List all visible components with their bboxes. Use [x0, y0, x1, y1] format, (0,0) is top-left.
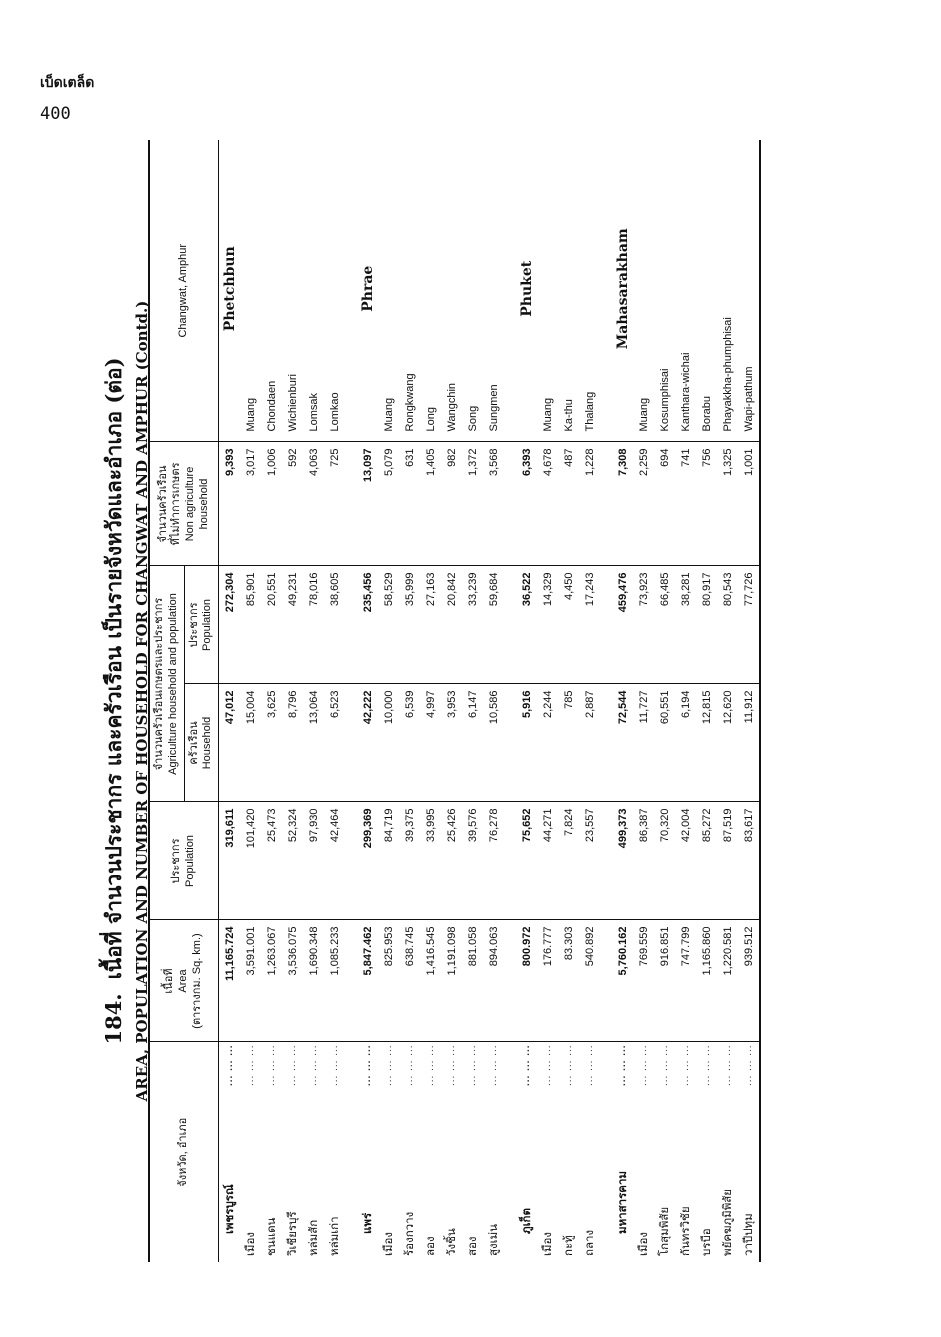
cell-changwat-thai: โกสุมพิสัย: [658, 1206, 671, 1256]
spacer-cell: [600, 920, 612, 1042]
header-agri-household: ครัวเรือน Household: [184, 684, 219, 802]
spacer-row: [345, 140, 357, 1262]
cell-agri-household: 6,147: [462, 684, 483, 802]
cell-agri-population: 85,901: [240, 566, 261, 684]
cell-changwat-thai: ภูเก็ต: [520, 1208, 533, 1234]
cell-changwat-thai: สอง: [466, 1236, 479, 1256]
cell-population: 23,557: [579, 802, 600, 920]
cell-agri-population: 59,684: [483, 566, 504, 684]
cell-population: 42,464: [324, 802, 345, 920]
cell-nonagri-household: 3,017: [240, 442, 261, 566]
title-thai-line: [98, 140, 131, 1262]
province-row: [516, 140, 537, 1262]
cell-agri-population: 80,543: [717, 566, 738, 684]
cell-population: 319,611: [219, 802, 241, 920]
table-header: [149, 140, 219, 1262]
cell-changwat-thai: บรบือ: [700, 1228, 713, 1256]
district-row: [324, 140, 345, 1262]
cell-population: 52,324: [282, 802, 303, 920]
cell-population: 87,519: [717, 802, 738, 920]
cell-changwat-thai: แพร่: [361, 1212, 374, 1234]
cell-area: 800.972: [516, 920, 537, 1042]
cell-agri-population: 58,529: [378, 566, 399, 684]
cell-changwat-english: Muang: [537, 140, 558, 442]
district-row: [696, 140, 717, 1262]
cell-changwat-english: Wangchin: [441, 140, 462, 442]
cell-changwat-thai: กันทรวิชัย: [679, 1206, 692, 1256]
leader-dots: ... ... ...: [287, 1044, 298, 1086]
cell-area: 540.892: [579, 920, 600, 1042]
leader-dots: ... ... ...: [446, 1044, 457, 1086]
header-agriculture-group: จำนวนครัวเรือนเกษตรและประชากร Agriculture household and population: [149, 566, 184, 802]
province-row: [219, 140, 241, 1262]
cell-agri-population: 235,456: [357, 566, 378, 684]
cell-changwat-english: Sungmen: [483, 140, 504, 442]
district-row: [282, 140, 303, 1262]
cell-changwat-thai: พยัคฆภูมิพิสัย: [721, 1188, 734, 1256]
cell-population: 33,995: [420, 802, 441, 920]
spacer-cell: [600, 442, 612, 566]
cell-population: 39,576: [462, 802, 483, 920]
cell-changwat-english: Phrae: [357, 140, 378, 442]
cell-nonagri-household: 5,079: [378, 442, 399, 566]
cell-agri-household: 60,551: [654, 684, 675, 802]
cell-nonagri-household: 4,678: [537, 442, 558, 566]
leader-dots: ... ... ...: [542, 1044, 553, 1086]
leader-dots: ... ... ...: [362, 1044, 373, 1086]
cell-changwat-thai: วาปีปทุม: [738, 1092, 760, 1262]
cell-changwat-thai: ชนแดน: [265, 1217, 278, 1256]
cell-population: 84,719: [378, 802, 399, 920]
cell-area: 11,165.724: [219, 920, 241, 1042]
spacer-cell: [504, 802, 516, 920]
cell-agri-population: 14,329: [537, 566, 558, 684]
cell-nonagri-household: 2,259: [633, 442, 654, 566]
cell-population: 75,652: [516, 802, 537, 920]
leader-dots: ... ... ...: [563, 1044, 574, 1086]
title-english: AREA, POPULATION AND NUMBER OF HOUSEHOLD FOR CHANGWAT AND AMPHUR (Contd.): [133, 300, 151, 1102]
cell-agri-population: 73,923: [633, 566, 654, 684]
header-agri-population: ประชากร Population: [184, 566, 219, 684]
spacer-row: [504, 140, 516, 1262]
cell-changwat-english: Phayakkha-phumphisai: [717, 140, 738, 442]
leader-dots: ... ... ...: [701, 1044, 712, 1086]
cell-nonagri-household: 1,325: [717, 442, 738, 566]
cell-agri-household: 6,194: [675, 684, 696, 802]
spacer-cell: [345, 1092, 357, 1262]
cell-area: 1,690.348: [303, 920, 324, 1042]
cell-agri-population: 78,016: [303, 566, 324, 684]
leader-dots: ... ... ...: [659, 1044, 670, 1086]
cell-agri-population: 20,551: [261, 566, 282, 684]
cell-population: 70,320: [654, 802, 675, 920]
district-row: [399, 140, 420, 1262]
cell-area: 825.953: [378, 920, 399, 1042]
cell-changwat-thai: หล่มเก่า: [328, 1216, 341, 1256]
cell-changwat-thai: วิเชียรบุรี: [286, 1211, 299, 1256]
cell-area: 1,165.860: [696, 920, 717, 1042]
cell-changwat-english: Kosumphisai: [654, 140, 675, 442]
cell-area: 176.777: [537, 920, 558, 1042]
cell-area: 5,847.462: [357, 920, 378, 1042]
cell-nonagri-household: 1,228: [579, 442, 600, 566]
table-body: [219, 140, 761, 1262]
cell-nonagri-household: 725: [324, 442, 345, 566]
cell-agri-population: 77,726: [738, 566, 760, 684]
title-thai: เนื้อที่ จำนวนประชากร และครัวเรือน เป็นรายจังหวัดและอำเภอ (ต่อ): [101, 357, 126, 980]
cell-changwat-thai: เมือง: [541, 1231, 554, 1256]
cell-population: 85,272: [696, 802, 717, 920]
cell-changwat-english: Song: [462, 140, 483, 442]
cell-area: 3,536.075: [282, 920, 303, 1042]
district-row: [537, 140, 558, 1262]
cell-agri-population: 66,485: [654, 566, 675, 684]
cell-changwat-english: Muang: [633, 140, 654, 442]
leader-dots: ... ... ...: [521, 1044, 532, 1086]
cell-population: 97,930: [303, 802, 324, 920]
district-row: [558, 140, 579, 1262]
cell-agri-population: 38,605: [324, 566, 345, 684]
cell-area: 939.512: [738, 920, 760, 1042]
district-row: [240, 140, 261, 1262]
header-changwat-english: Changwat, Amphur: [149, 140, 219, 442]
spacer-cell: [504, 566, 516, 684]
leader-dots: ... ... ...: [722, 1044, 733, 1086]
spacer-cell: [345, 442, 357, 566]
table-number: 184.: [101, 993, 126, 1045]
cell-nonagri-household: 592: [282, 442, 303, 566]
cell-changwat-english: Wichienburi: [282, 140, 303, 442]
cell-changwat-thai: วังชิ้น: [445, 1228, 458, 1256]
cell-population: 25,473: [261, 802, 282, 920]
cell-changwat-thai: ลอง: [424, 1236, 437, 1256]
leader-dots: ... ... ...: [488, 1044, 499, 1086]
cell-agri-household: 6,539: [399, 684, 420, 802]
header-non-agriculture: จำนวนครัวเรือน ที่ไม่ทำการเกษตร Non agriculture household: [149, 442, 219, 566]
cell-population: 83,617: [738, 802, 760, 920]
spacer-cell: [345, 802, 357, 920]
cell-changwat-thai: ร้องกวาง: [403, 1211, 416, 1256]
cell-agri-household: 785: [558, 684, 579, 802]
district-row: [303, 140, 324, 1262]
cell-population: 86,387: [633, 802, 654, 920]
cell-agri-household: 2,244: [537, 684, 558, 802]
cell-nonagri-household: 756: [696, 442, 717, 566]
spacer-cell: [504, 684, 516, 802]
district-row: [633, 140, 654, 1262]
leader-dots: ... ... ...: [329, 1044, 340, 1086]
cell-population: 44,271: [537, 802, 558, 920]
cell-agri-household: 5,916: [516, 684, 537, 802]
cell-nonagri-household: 9,393: [219, 442, 241, 566]
leader-dots: ... ... ...: [308, 1044, 319, 1086]
cell-agri-household: 3,953: [441, 684, 462, 802]
cell-agri-household: 6,523: [324, 684, 345, 802]
cell-population: 7,824: [558, 802, 579, 920]
cell-agri-household: 8,796: [282, 684, 303, 802]
cell-nonagri-household: 1,006: [261, 442, 282, 566]
cell-changwat-thai: เมือง: [244, 1231, 257, 1256]
leader-dots: ... ... ...: [738, 1042, 760, 1092]
cell-area: 916.851: [654, 920, 675, 1042]
cell-population: 76,278: [483, 802, 504, 920]
district-row: [738, 140, 760, 1262]
cell-area: 894.063: [483, 920, 504, 1042]
cell-area: 83.303: [558, 920, 579, 1042]
cell-nonagri-household: 4,063: [303, 442, 324, 566]
spacer-cell: [504, 1042, 516, 1092]
cell-agri-population: 33,239: [462, 566, 483, 684]
cell-nonagri-household: 13,097: [357, 442, 378, 566]
leader-dots: ... ... ...: [245, 1044, 256, 1086]
leader-dots: ... ... ...: [617, 1044, 628, 1086]
cell-population: 42,004: [675, 802, 696, 920]
cell-agri-population: 38,281: [675, 566, 696, 684]
page-header: [40, 72, 94, 124]
cell-changwat-english: Muang: [378, 140, 399, 442]
spacer-cell: [504, 140, 516, 442]
district-row: [654, 140, 675, 1262]
cell-nonagri-household: 1,405: [420, 442, 441, 566]
cell-area: 769.559: [633, 920, 654, 1042]
district-row: [441, 140, 462, 1262]
section-label: เบ็ดเตล็ด: [40, 75, 95, 91]
cell-agri-household: 12,815: [696, 684, 717, 802]
cell-changwat-english: Chondaen: [261, 140, 282, 442]
leader-dots: ... ... ...: [467, 1044, 478, 1086]
cell-agri-household: 2,887: [579, 684, 600, 802]
cell-agri-population: 4,450: [558, 566, 579, 684]
statistics-table: [148, 140, 761, 1262]
cell-changwat-thai: เมือง: [637, 1231, 650, 1256]
spacer-cell: [504, 920, 516, 1042]
cell-changwat-thai: กะทู้: [562, 1235, 575, 1256]
province-row: [612, 140, 633, 1262]
cell-nonagri-household: 487: [558, 442, 579, 566]
page-number: 400: [40, 104, 71, 124]
cell-nonagri-household: 1,372: [462, 442, 483, 566]
cell-changwat-english: Borabu: [696, 140, 717, 442]
cell-agri-population: 36,522: [516, 566, 537, 684]
cell-area: 1,263.067: [261, 920, 282, 1042]
cell-agri-population: 35,999: [399, 566, 420, 684]
cell-area: 1,191.098: [441, 920, 462, 1042]
cell-agri-household: 42,222: [357, 684, 378, 802]
district-row: [579, 140, 600, 1262]
cell-changwat-english: Lomkao: [324, 140, 345, 442]
table-title: [98, 140, 151, 1262]
spacer-cell: [345, 140, 357, 442]
cell-changwat-english: Phuket: [516, 140, 537, 442]
district-row: [675, 140, 696, 1262]
cell-changwat-thai: สูงเม่น: [487, 1223, 500, 1256]
cell-nonagri-household: 3,568: [483, 442, 504, 566]
header-population: ประชากร Population: [149, 802, 219, 920]
cell-changwat-thai: เพชรบูรณ์: [223, 1184, 236, 1234]
spacer-cell: [600, 802, 612, 920]
cell-changwat-english: Rongkwang: [399, 140, 420, 442]
leader-dots: ... ... ...: [266, 1044, 277, 1086]
header-changwat-thai: จังหวัด, อำเภอ: [149, 1042, 219, 1262]
leader-dots: ... ... ...: [383, 1044, 394, 1086]
cell-agri-population: 20,842: [441, 566, 462, 684]
spacer-cell: [600, 684, 612, 802]
cell-nonagri-household: 631: [399, 442, 420, 566]
district-row: [261, 140, 282, 1262]
cell-agri-household: 13,064: [303, 684, 324, 802]
spacer-cell: [345, 1042, 357, 1092]
spacer-cell: [345, 684, 357, 802]
spacer-cell: [345, 566, 357, 684]
cell-area: 3,591.001: [240, 920, 261, 1042]
spacer-cell: [600, 1092, 612, 1262]
rotated-table-panel: [88, 140, 898, 1262]
cell-changwat-english: Phetchbun: [219, 140, 241, 442]
spacer-cell: [504, 1092, 516, 1262]
cell-agri-household: 12,620: [717, 684, 738, 802]
district-row: [420, 140, 441, 1262]
cell-changwat-thai: ถลาง: [583, 1229, 596, 1256]
cell-area: 881.058: [462, 920, 483, 1042]
cell-changwat-thai: เมือง: [382, 1231, 395, 1256]
cell-changwat-english: Kanthara-wichai: [675, 140, 696, 442]
cell-area: 1,416.545: [420, 920, 441, 1042]
cell-changwat-english: Thalang: [579, 140, 600, 442]
cell-agri-household: 15,004: [240, 684, 261, 802]
cell-agri-population: 80,917: [696, 566, 717, 684]
cell-changwat-english: Long: [420, 140, 441, 442]
leader-dots: ... ... ...: [680, 1044, 691, 1086]
spacer-cell: [345, 920, 357, 1042]
cell-area: 5,760.162: [612, 920, 633, 1042]
cell-agri-population: 17,243: [579, 566, 600, 684]
cell-agri-household: 4,997: [420, 684, 441, 802]
leader-dots: ... ... ...: [584, 1044, 595, 1086]
cell-agri-population: 272,304: [219, 566, 241, 684]
leader-dots: ... ... ...: [638, 1044, 649, 1086]
header-area: เนื้อที่ Area (ตารางกม. Sq. km.): [149, 920, 219, 1042]
cell-nonagri-household: 741: [675, 442, 696, 566]
spacer-cell: [600, 566, 612, 684]
spacer-row: [600, 140, 612, 1262]
district-row: [717, 140, 738, 1262]
cell-agri-household: 72,544: [612, 684, 633, 802]
province-row: [357, 140, 378, 1262]
cell-nonagri-household: 1,001: [738, 442, 760, 566]
cell-agri-population: 49,231: [282, 566, 303, 684]
cell-changwat-english: Wapi-pathum: [738, 140, 760, 442]
cell-changwat-english: Lomsak: [303, 140, 324, 442]
district-row: [378, 140, 399, 1262]
cell-agri-population: 27,163: [420, 566, 441, 684]
cell-area: 1,085.233: [324, 920, 345, 1042]
cell-nonagri-household: 694: [654, 442, 675, 566]
district-row: [462, 140, 483, 1262]
cell-nonagri-household: 6,393: [516, 442, 537, 566]
cell-changwat-english: Ka-thu: [558, 140, 579, 442]
cell-agri-household: 11,727: [633, 684, 654, 802]
leader-dots: ... ... ...: [224, 1044, 235, 1086]
cell-agri-household: 11,912: [738, 684, 760, 802]
cell-population: 25,426: [441, 802, 462, 920]
cell-agri-household: 3,625: [261, 684, 282, 802]
cell-changwat-english: Muang: [240, 140, 261, 442]
cell-area: 1,220.581: [717, 920, 738, 1042]
cell-agri-household: 10,586: [483, 684, 504, 802]
spacer-cell: [504, 442, 516, 566]
cell-agri-population: 459,476: [612, 566, 633, 684]
cell-changwat-english: Mahasarakham: [612, 140, 633, 442]
leader-dots: ... ... ...: [425, 1044, 436, 1086]
cell-agri-household: 47,012: [219, 684, 241, 802]
cell-changwat-thai: มหาสารคาม: [616, 1170, 629, 1234]
leader-dots: ... ... ...: [404, 1044, 415, 1086]
spacer-cell: [600, 1042, 612, 1092]
cell-nonagri-household: 7,308: [612, 442, 633, 566]
cell-population: 101,420: [240, 802, 261, 920]
cell-area: 747.799: [675, 920, 696, 1042]
cell-population: 39,375: [399, 802, 420, 920]
cell-population: 499,373: [612, 802, 633, 920]
district-row: [483, 140, 504, 1262]
cell-agri-household: 10,000: [378, 684, 399, 802]
cell-area: 638.745: [399, 920, 420, 1042]
spacer-cell: [600, 140, 612, 442]
cell-nonagri-household: 982: [441, 442, 462, 566]
cell-population: 299,369: [357, 802, 378, 920]
cell-changwat-thai: หล่มสัก: [307, 1219, 320, 1256]
